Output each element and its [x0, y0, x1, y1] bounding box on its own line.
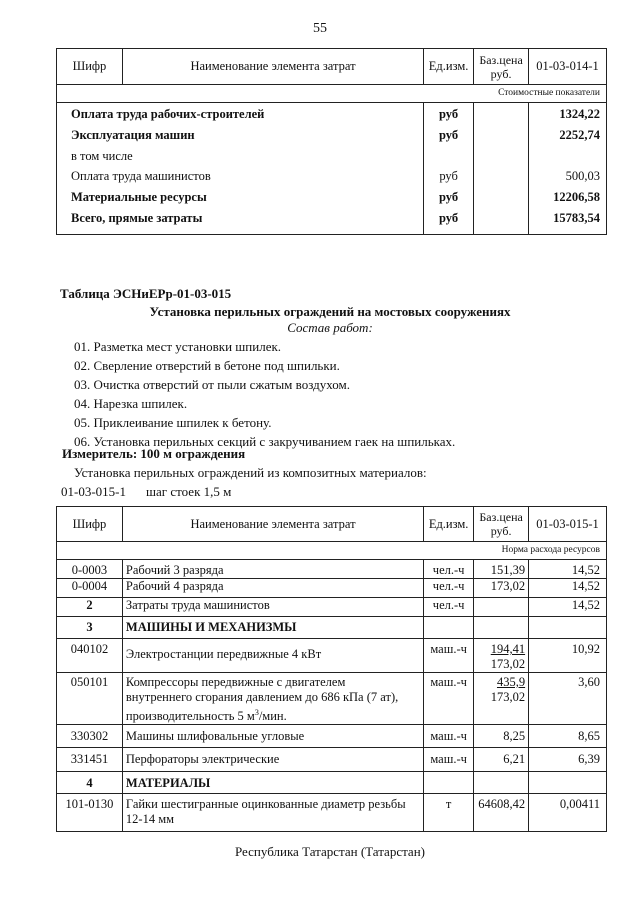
page-footer: Республика Татарстан (Татарстан) — [235, 844, 425, 859]
row-unit: руб — [439, 128, 459, 142]
col-name-header: Наименование элемента затрат — [122, 49, 423, 85]
col-code-header: Шифр — [57, 49, 123, 85]
table-row: 050101 Компрессоры передвижные с двигателем внутреннего сгорания давлением до 686 кПа (7 ат), производительность 5 $м^3$/мин. маш.-ч 435,9 173,02 3,60 — [57, 673, 607, 725]
col-price-header: Баз.цена руб. — [474, 507, 529, 542]
variant-desc: шаг стоек 1,5 м — [146, 484, 232, 499]
resource-table — [56, 506, 607, 832]
list-item: 02. Сверление отверстий в бетоне под шпильки. — [74, 358, 340, 373]
row-unit: руб — [439, 190, 459, 204]
list-item: 05. Приклеивание шпилек к бетону. — [74, 415, 272, 430]
list-item: 06. Установка перильных секций с закручиванием гаек на шпильках. — [74, 434, 456, 449]
row-name: Оплата труда машинистов — [71, 169, 211, 183]
table-row: 3 МАШИНЫ И МЕХАНИЗМЫ — [57, 617, 607, 639]
row-value: 500,03 — [565, 169, 600, 183]
work-title: Установка перильных ограждений на мостовых сооружениях — [149, 304, 511, 319]
row-name: Оплата труда рабочих-строителей — [71, 107, 265, 121]
table-row: 330302 Машины шлифовальные угловые маш.-ч 8,25 8,65 — [57, 725, 607, 748]
list-item: 04. Нарезка шпилек. — [74, 396, 188, 411]
table-row: 2 Затраты труда машинистов чел.-ч 14,52 — [57, 598, 607, 617]
table-row: 0-0003 Рабочий 3 разряда чел.-ч 151,39 14,52 — [57, 560, 607, 579]
row-value: 2252,74 — [559, 128, 600, 142]
col-code-header: Шифр — [57, 507, 123, 542]
section-label: Стоимостные показатели — [122, 85, 606, 103]
table-row: 040102 Электростанции передвижные 4 кВт маш.-ч 194,41 173,02 10,92 — [57, 639, 607, 673]
table-row: 0-0004 Рабочий 4 разряда чел.-ч 173,02 14,52 — [57, 579, 607, 598]
row-name: в том числе — [71, 149, 133, 163]
table-row: 331451 Перфораторы электрические маш.-ч 6,21 6,39 — [57, 748, 607, 772]
works-list — [74, 339, 455, 453]
variant-code: 01-03-015-1 — [61, 484, 126, 499]
row-value: 12206,58 — [553, 190, 600, 204]
table-row: 101-0130 Гайки шестигранные оцинкованные диаметр резьбы 12-14 мм т 64608,42 0,00411 — [57, 794, 607, 832]
cost-table — [56, 48, 607, 235]
col-norm-header: 01-03-015-1 — [529, 507, 607, 542]
section-label: Норма расхода ресурсов — [122, 542, 606, 560]
page-number: 55 — [313, 21, 327, 36]
col-name-header: Наименование элемента затрат — [122, 507, 423, 542]
col-unit-header: Ед.изм. — [424, 49, 474, 85]
row-unit: руб — [439, 169, 458, 183]
composition-label: Состав работ: — [287, 320, 373, 335]
row-value: 15783,54 — [553, 211, 600, 225]
row-unit: руб — [439, 211, 459, 225]
row-name: Эксплуатация машин — [71, 128, 195, 142]
subtitle: Установка перильных ограждений из композитных материалов: — [74, 465, 427, 480]
meter-label: Измеритель: 100 м ограждения — [62, 446, 246, 461]
row-name: Всего, прямые затраты — [71, 211, 203, 225]
table-row: 4 МАТЕРИАЛЫ — [57, 772, 607, 794]
col-price-header: Баз.цена руб. — [474, 49, 529, 85]
table-title: Таблица ЭСНиЕРр-01-03-015 — [60, 286, 232, 301]
col-norm-header: 01-03-014-1 — [529, 49, 607, 85]
list-item: 01. Разметка мест установки шпилек. — [74, 339, 282, 354]
row-name: Материальные ресурсы — [71, 190, 207, 204]
row-unit: руб — [439, 107, 459, 121]
row-value: 1324,22 — [559, 107, 600, 121]
col-unit-header: Ед.изм. — [424, 507, 474, 542]
list-item: 03. Очистка отверстий от пыли сжатым воздухом. — [74, 377, 350, 392]
